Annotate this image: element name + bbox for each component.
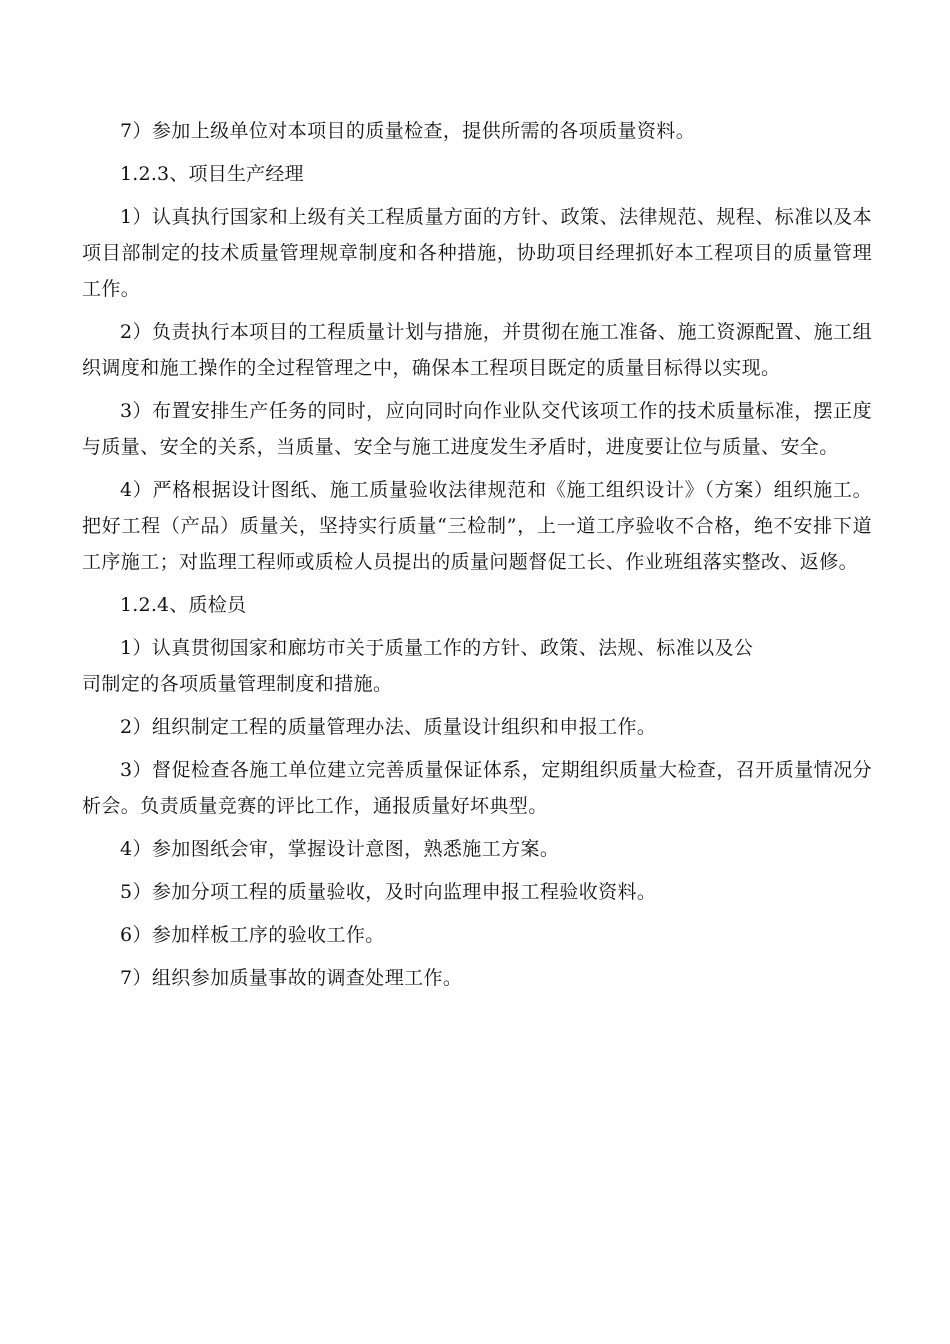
paragraph-line: 司制定的各项质量管理制度和措施。 <box>82 673 393 695</box>
paragraph-1-implement-regulations <box>82 630 872 702</box>
paragraph-7-accident-investigation: 7）组织参加质量事故的调查处理工作。 <box>120 967 463 989</box>
paragraph-2-quality-plan: 2）负责执行本项目的工程质量计划与措施，并贯彻在施工准备、施工资源配置、施工组织调度和施工操作的全过程管理之中，确保本工程项目既定的质量目标得以实现。 <box>82 321 872 379</box>
section-heading-1-2-4: 1.2.4、质检员 <box>120 594 247 616</box>
paragraph-line: 1）认真贯彻国家和廊坊市关于质量工作的方针、政策、法规、标准以及公 <box>120 637 754 659</box>
paragraph-5-acceptance: 5）参加分项工程的质量验收，及时向监理申报工程验收资料。 <box>120 881 657 903</box>
paragraph-6-sample-process: 6）参加样板工序的验收工作。 <box>120 924 385 946</box>
paragraph-2-management-methods: 2）组织制定工程的质量管理办法、质量设计组织和申报工作。 <box>120 716 657 738</box>
paragraph-3-quality-system: 3）督促检查各施工单位建立完善质量保证体系，定期组织质量大检查，召开质量情况分析会。负责质量竞赛的评比工作，通报质量好坏典型。 <box>82 759 872 817</box>
paragraph-4-strict-construction: 4）严格根据设计图纸、施工质量验收法律规范和《施工组织设计》（方案）组织施工。把好工程（产品）质量关，坚持实行质量“三检制”，上一道工序验收不合格，绝不安排下道工序施工；对监理工程师或质检人员提出的质量问题督促工长、作业班组落实整改、返修。 <box>82 479 872 573</box>
paragraph-4-drawing-review: 4）参加图纸会审，掌握设计意图，熟悉施工方案。 <box>120 838 560 860</box>
section-heading-1-2-3: 1.2.3、项目生产经理 <box>120 163 304 185</box>
paragraph-7-quality-inspection: 7）参加上级单位对本项目的质量检查，提供所需的各项质量资料。 <box>120 120 696 142</box>
document-body <box>82 113 872 1003</box>
paragraph-1-execute-policies: 1）认真执行国家和上级有关工程质量方面的方针、政策、法律规范、规程、标准以及本项目部制定的技术质量管理规章制度和各种措施，协助项目经理抓好本工程项目的质量管理工作。 <box>82 206 872 300</box>
paragraph-3-production-tasks: 3）布置安排生产任务的同时，应向同时向作业队交代该项工作的技术质量标准，摆正度与质量、安全的关系，当质量、安全与施工进度发生矛盾时，进度要让位与质量、安全。 <box>82 400 872 458</box>
